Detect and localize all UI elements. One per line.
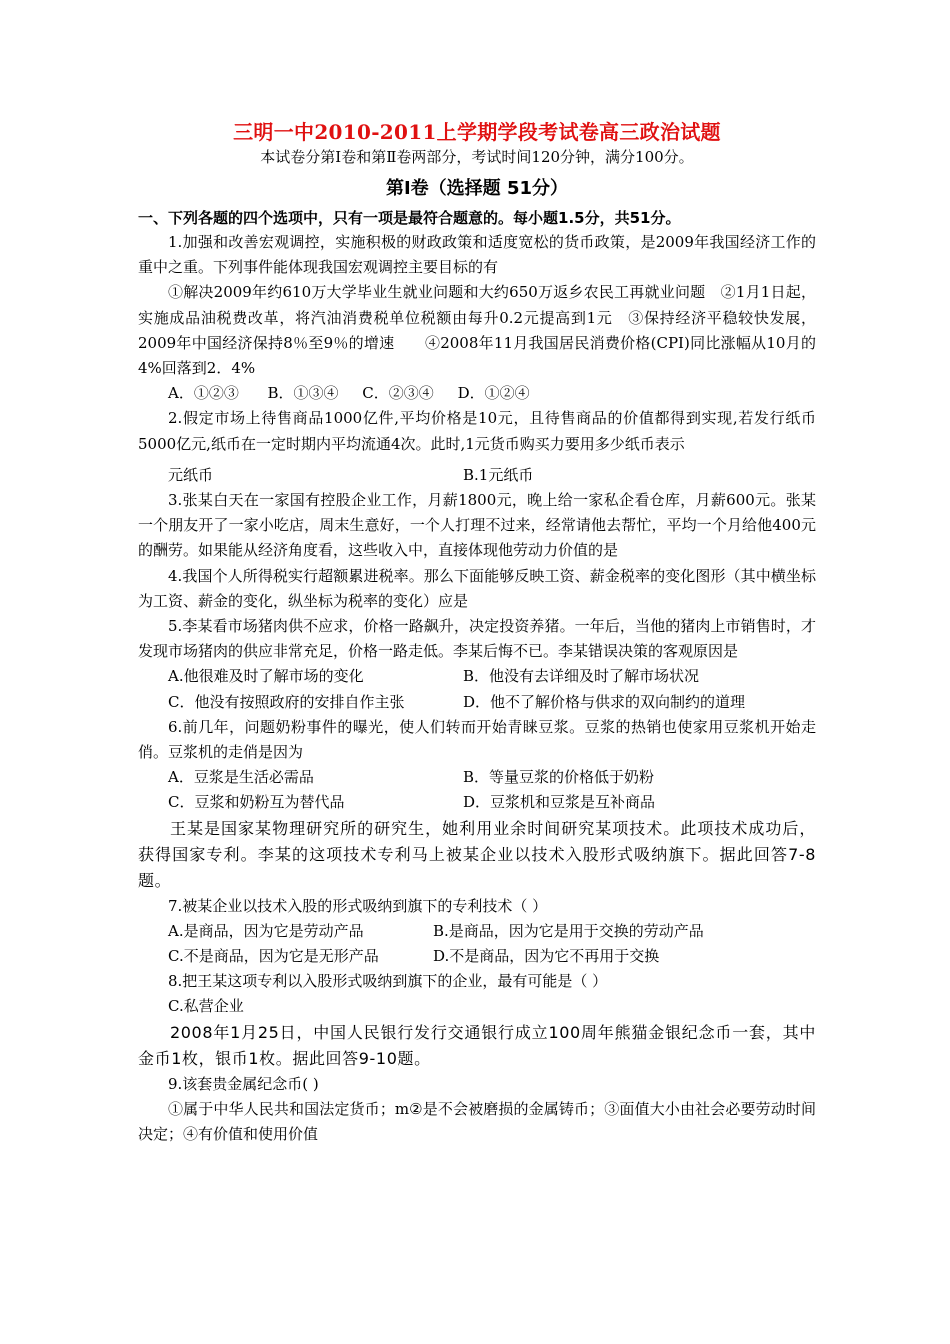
section-instruction: 一、下列各题的四个选项中，只有一项是最符合题意的。每小题1.5分，共51分。 — [138, 209, 681, 227]
q7-option-c: C.不是商品，因为它是无形产品 — [168, 947, 379, 966]
material-9-10: 2008年1月25日，中国人民银行发行交通银行成立100周年熊猫金银纪念币一套，其中金币1枚，银币1枚。据此回答9-10题。 — [138, 1022, 816, 1068]
q5-options-row2 — [138, 690, 816, 715]
q7-options-row1 — [138, 919, 816, 944]
q6-option-b: B．等量豆浆的价格低于奶粉 — [463, 768, 655, 787]
q8-option-c: C.私营企业 — [168, 997, 244, 1016]
q5-option-d: D．他不了解价格与供求的双向制约的道理 — [463, 692, 746, 711]
q9-stem: 9.该套贵金属纪念币( ) — [168, 1074, 319, 1093]
q3-stem: 3.张某白天在一家国有控股企业工作，月薪1800元，晚上给一家私企看仓库，月薪600元。张某一个朋友开了一家小吃店，周末生意好，一个人打理不过来，经常请他去帮忙，平均一个月给他400元的酬劳。如果能从经济角度看，这些收入中，直接体现他劳动力价值的是 — [138, 491, 816, 560]
q5-option-a: A.他很难及时了解市场的变化 — [168, 667, 364, 686]
material-7-8: 王某是国家某物理研究所的研究生，她利用业余时间研究某项技术。此项技术成功后，获得国家专利。李某的这项技术专利马上被某企业以技术入股形式吸纳旗下。据此回答7-8题。 — [138, 818, 816, 890]
q6-option-a: A．豆浆是生活必需品 — [168, 768, 314, 787]
q6-options-row1 — [138, 765, 816, 790]
q7-option-a: A.是商品，因为它是劳动产品 — [168, 921, 364, 940]
q7-option-d: D.不是商品，因为它不再用于交换 — [433, 947, 660, 966]
q5-option-c: C．他没有按照政府的安排自作主张 — [168, 692, 405, 711]
q1-stem: 1.加强和改善宏观调控，实施积极的财政政策和适度宽松的货币政策，是2009年我国经济工作的重中之重。下列事件能体现我国宏观调控主要目标的有 — [138, 233, 816, 277]
q7-stem: 7.被某企业以技术入股的形式吸纳到旗下的专利技术（ ） — [168, 896, 548, 915]
q7-options-row2 — [138, 944, 816, 969]
q5-option-b: B．他没有去详细及时了解市场状况 — [463, 667, 700, 686]
q1-items: ①解决2009年约610万大学毕业生就业问题和大约650万返乡农民工再就业问题 ②1月1日起，实施成品油税费改革，将汽油消费税单位税额由每升0.2元提高到1元 ③保持经济平稳较快发展，2009年中国经济保持8％至9％的增速 ④2008年11月我国居民消费价格(CPI)同比涨幅从10月的4%回落到2．4% — [138, 283, 816, 378]
q5-stem: 5.李某看市场猪肉供不应求，价格一路飙升，决定投资养猪。一年后，当他的猪肉上市销售时，才发现市场猪肉的供应非常充足，价格一路走低。李某后悔不已。李某错误决策的客观原因是 — [138, 617, 816, 661]
q2-options — [138, 463, 816, 488]
q6-option-c: C．豆浆和奶粉互为替代品 — [168, 793, 345, 812]
q2-option-a: 元纸币 — [168, 465, 214, 484]
exam-subtitle: 本试卷分第Ⅰ卷和第Ⅱ卷两部分，考试时间120分钟，满分100分。 — [260, 148, 694, 166]
q2-option-b: B.1元纸币 — [463, 465, 534, 484]
q6-options-row2 — [138, 790, 816, 815]
q6-option-d: D．豆浆机和豆浆是互补商品 — [463, 793, 656, 812]
q7-option-b: B.是商品，因为它是用于交换的劳动产品 — [433, 921, 704, 940]
q8-stem: 8.把王某这项专利以入股形式吸纳到旗下的企业，最有可能是（ ） — [168, 972, 608, 991]
q4-stem: 4.我国个人所得税实行超额累进税率。那么下面能够反映工资、薪金税率的变化图形（其中横坐标为工资、薪金的变化，纵坐标为税率的变化）应是 — [138, 566, 816, 610]
q9-items: ①属于中华人民共和国法定货币；m②是不会被磨损的金属铸币；③面值大小由社会必要劳动时间决定；④有价值和使用价值 — [138, 1099, 816, 1144]
document-body — [138, 118, 816, 1147]
exam-title: 三明一中2010-2011上学期学段考试卷高三政治试题 — [233, 120, 721, 144]
q5-options-row1 — [138, 664, 816, 689]
q2-stem: 2.假定市场上待售商品1000亿件,平均价格是10元，且待售商品的价值都得到实现,若发行纸币5000亿元,纸币在一定时期内平均流通4次。此时,1元货币购买力要用多少纸币表示 — [138, 409, 816, 453]
part1-title: 第Ⅰ卷（选择题 51分） — [385, 178, 568, 199]
q1-options: A．①②③ B．①③④ C．②③④ D．①②④ — [168, 384, 530, 403]
q6-stem: 6.前几年，问题奶粉事件的曝光，使人们转而开始青睐豆浆。豆浆的热销也使家用豆浆机开始走俏。豆浆机的走俏是因为 — [138, 717, 816, 762]
